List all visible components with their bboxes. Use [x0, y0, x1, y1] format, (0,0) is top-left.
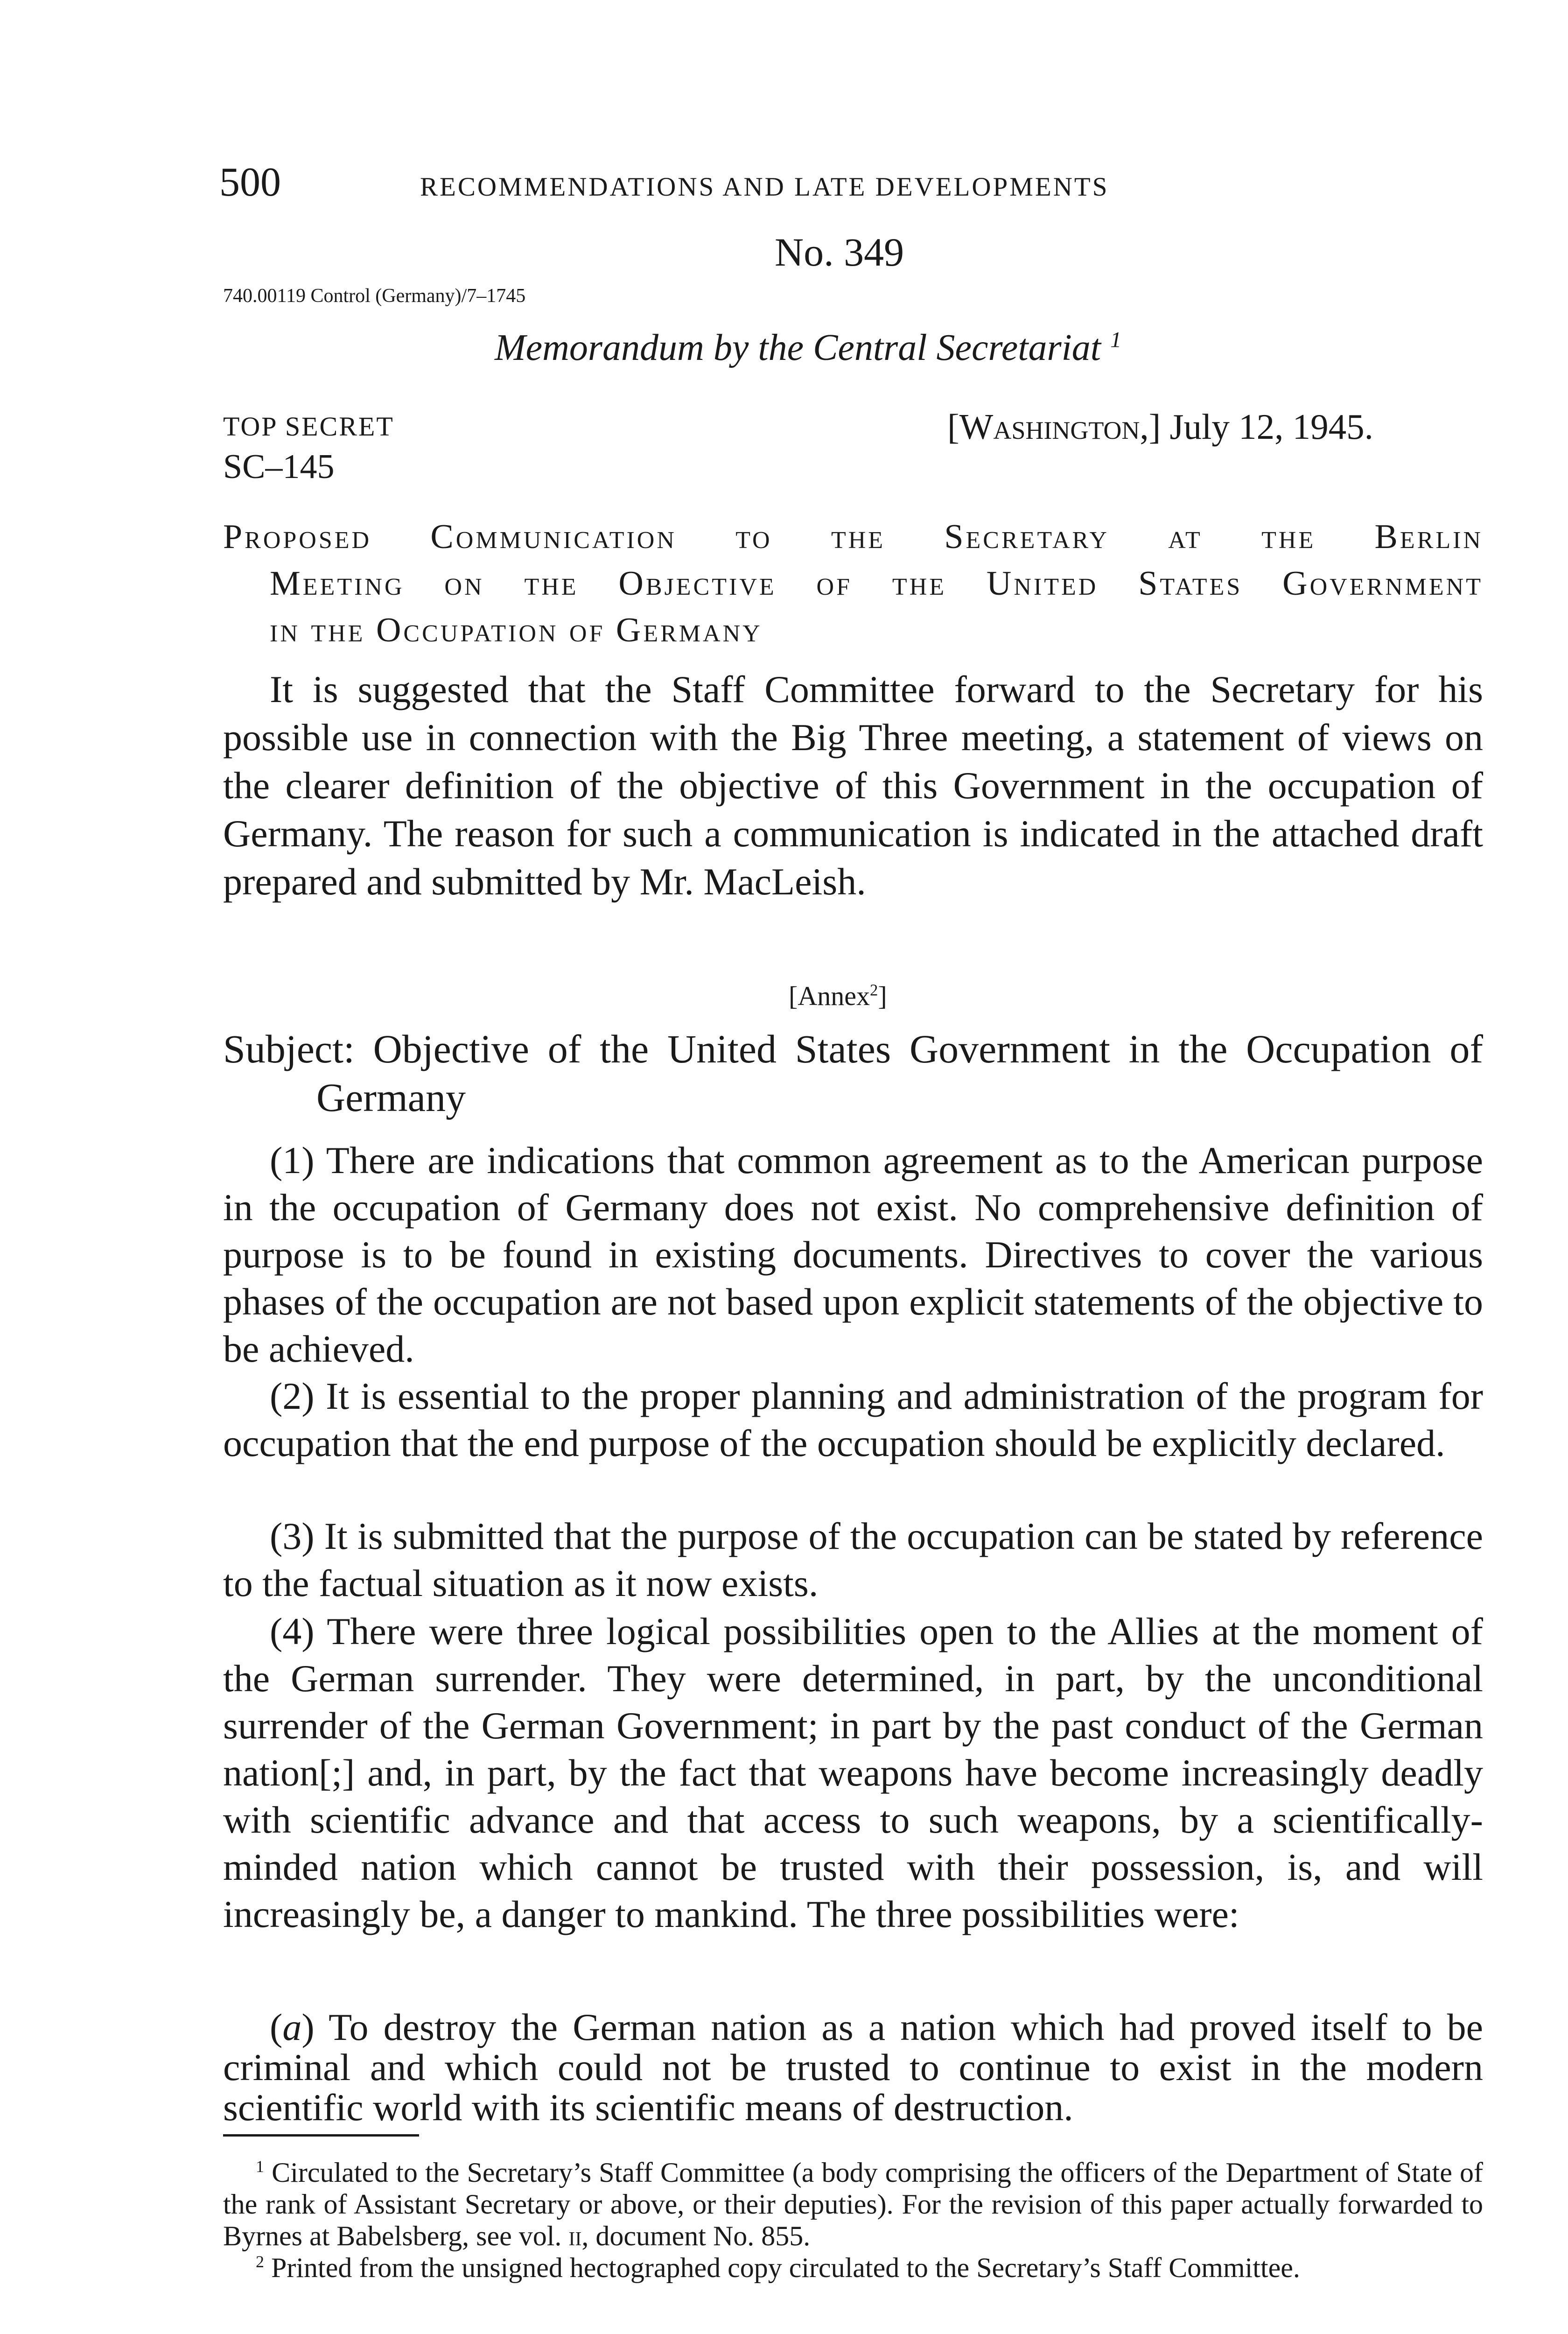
document-title-text: Memorandum by the Central Secretariat	[495, 327, 1101, 368]
footnote-1-text: Circulated to the Secretary’s Staff Committee (a body comprising the officers of the Department of State of the rank of Assistant Secretary or above, or their deputies). For the revision of this paper actually forwarded to Byrnes at Babelsberg, see vol.	[223, 2157, 1483, 2251]
footnote-ref-2: 2	[869, 981, 878, 999]
footnote-1-marker: 1	[256, 2157, 264, 2176]
running-title: RECOMMENDATIONS AND LATE DEVELOPMENTS	[420, 172, 1109, 202]
footnotes	[223, 2157, 1483, 2284]
annex-text: [Annex	[789, 981, 870, 1011]
footnote-2-text: Printed from the unsigned hectographed copy circulated to the Secretary’s Staff Committee.	[264, 2252, 1300, 2283]
running-head	[205, 159, 1335, 205]
footnote-2	[223, 2252, 1483, 2284]
dateline-city: Washington	[959, 407, 1140, 447]
dateline	[947, 406, 1373, 448]
document-number: No. 349	[775, 230, 904, 274]
footnote-ref-1: 1	[1110, 327, 1122, 352]
heading-line-1: Proposed Communication to the Secretary at the Berlin	[223, 518, 1483, 556]
classification-label: TOP SECRET	[223, 411, 394, 442]
subject-line: Subject: Objective of the United States Government in the Occupation of Germany	[223, 1026, 1483, 1120]
intro-paragraph: It is suggested that the Staff Committee forward to the Secretary for his possible use in connection with the Big Three meeting, a statement of views on the clearer definition of the objective of this Government in the occupation of Germany. The reason for such a communication is indicated in the attached draft prepared and submitted by Mr. MacLeish.	[223, 668, 1483, 903]
dateline-date: July 12, 1945.	[1169, 407, 1373, 447]
heading-line-3: in the Occupation of Germany	[270, 611, 763, 649]
paragraph-3: (3) It is submitted that the purpose of the occupation can be stated by reference to the factual situation as it now exists.	[223, 1515, 1483, 1604]
footnote-1-tail: , document No. 855.	[581, 2221, 811, 2251]
section-heading	[223, 513, 1483, 654]
heading-line-2: Meeting on the Objective of the United States Government	[270, 564, 1483, 603]
paragraph-4: (4) There were three logical possibilities open to the Allies at the moment of the German surrender. They were determined, in part, by the unconditional surrender of the German Government; in part by the past conduct of the German nation[;] and, in part, by the fact that weapons have become increasingly deadly with scientific advance and that access to such weapons, by a scientifically-minded nation which cannot be trusted with their possession, is, and will increasingly be, a danger to mankind. The three possibilities were:	[223, 1610, 1483, 1935]
paragraph-1: (1) There are indications that common agreement as to the American purpose in the occupation of Germany does not exist. No comprehensive definition of purpose is to be found in existing documents. Directives to cover the various phases of the occupation are not based upon explicit statements of the objective to be achieved.	[223, 1139, 1483, 1370]
footnote-rule	[223, 2134, 419, 2137]
page-number: 500	[219, 160, 281, 205]
footnote-1-vol: ii	[568, 2221, 582, 2251]
file-reference: 740.00119 Control (Germany)/7–1745	[223, 285, 526, 307]
dateline-open: [	[947, 407, 959, 447]
paragraph-2: (2) It is essential to the proper planning and administration of the program for occupation that the end purpose of the occupation should be explicitly declared.	[223, 1375, 1483, 1464]
footnote-1	[223, 2157, 1483, 2252]
dateline-close: ,]	[1140, 407, 1161, 447]
document-title	[495, 327, 1121, 369]
footnote-2-marker: 2	[256, 2252, 264, 2271]
annex-label	[789, 980, 887, 1012]
annex-close: ]	[878, 981, 887, 1011]
reference-number: SC–145	[223, 448, 335, 486]
subparagraph-a: (a) To destroy the German nation as a nation which had proved itself to be criminal and which could not be trusted to continue to exist in the modern scientific world with its scientific means of destruction.	[223, 2006, 1483, 2129]
subparagraph-a-text: To destroy the German nation as a nation which had proved itself to be criminal and which could not be trusted to continue to exist in the modern scientific world with its scientific means of destruction.	[223, 2006, 1483, 2129]
subparagraph-a-label: a	[282, 2006, 302, 2048]
